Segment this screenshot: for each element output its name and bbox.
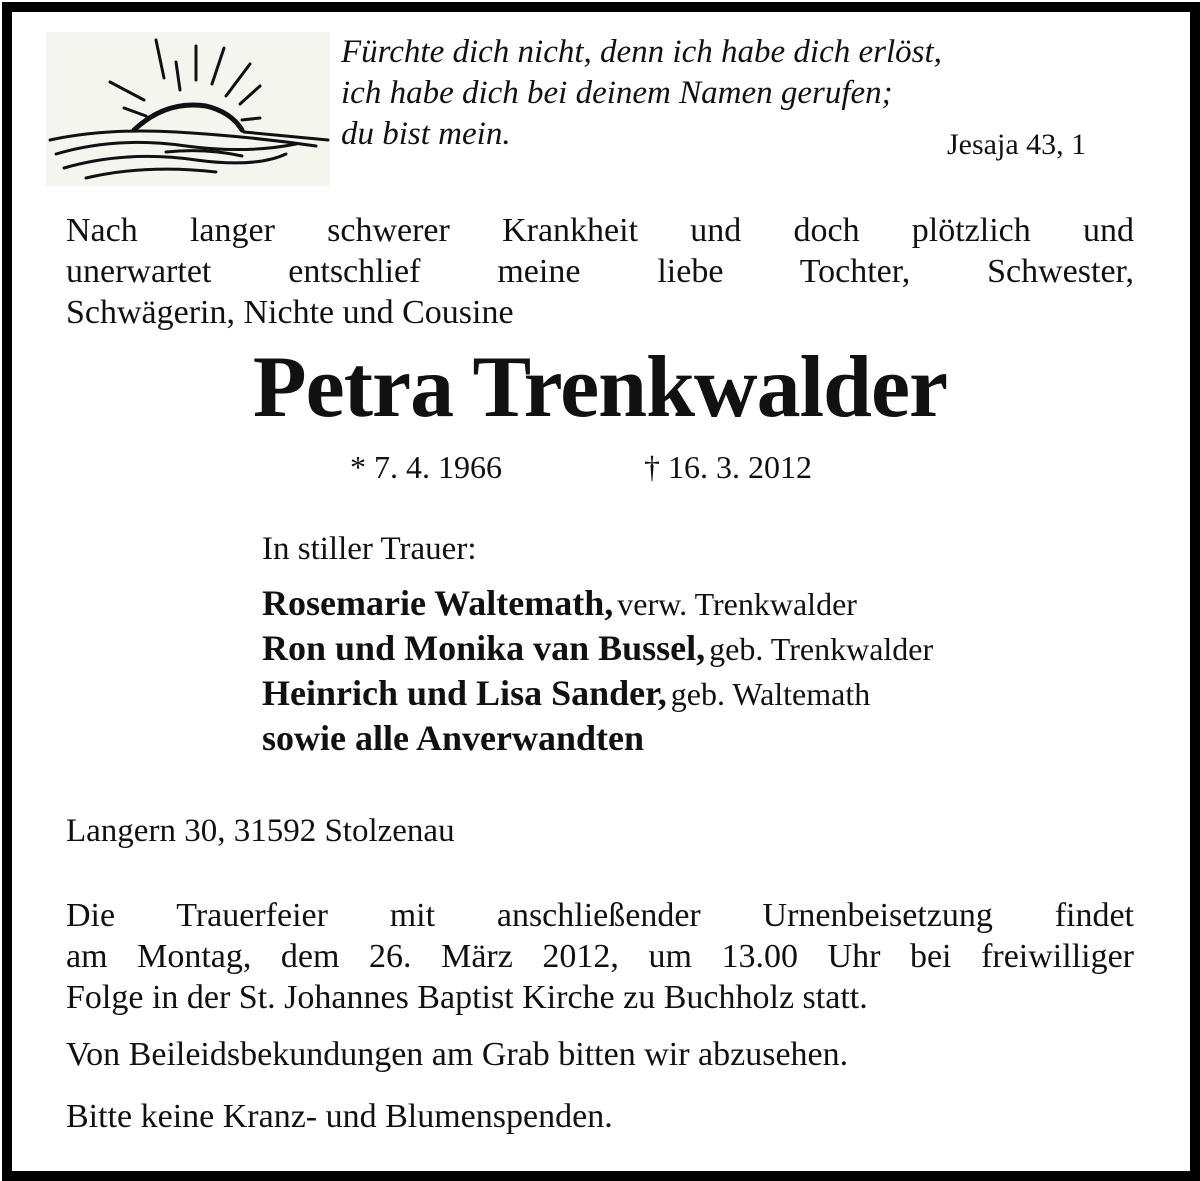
intro-text [66, 210, 1134, 333]
mourner-row [262, 626, 933, 671]
verse-line: Fürchte dich nicht, denn ich habe dich erlöst, [341, 34, 942, 70]
mourner-note: verw. Trenkwalder [617, 586, 857, 622]
verse-line: ich habe dich bei deinem Namen gerufen; [341, 75, 893, 111]
verse-reference: Jesaja 43, 1 [947, 128, 1087, 161]
mourner-name: Heinrich und Lisa Sander, [262, 673, 667, 713]
mourner-note: geb. Waltemath [670, 676, 871, 712]
service-line: am Montag, dem 26. März 2012, um 13.00 Uhr bei freiwilliger [66, 938, 1134, 975]
birth-date: * 7. 4. 1966 [350, 449, 502, 485]
service-line: Die Trauerfeier mit anschließender Urnenbeisetzung findet [66, 897, 1134, 934]
mourner-note: geb. Trenkwalder [709, 631, 934, 667]
sunset-icon [46, 32, 330, 186]
service-text [66, 895, 1134, 1018]
address: Langern 30, 31592 Stolzenau [66, 813, 455, 849]
bible-verse [341, 32, 942, 155]
mourner-name: Ron und Monika van Bussel, [262, 628, 706, 668]
intro-line: unerwartet entschlief meine liebe Tochter, Schwester, [66, 253, 1134, 290]
mourner-row [262, 581, 933, 626]
flowers-note: Bitte keine Kranz- und Blumenspenden. [66, 1098, 613, 1135]
verse-line: du bist mein. [341, 116, 511, 152]
condolences-note: Von Beileidsbekundungen am Grab bitten wir abzusehen. [66, 1036, 849, 1073]
mourner-row [262, 671, 933, 716]
mourners-heading: In stiller Trauer: [262, 531, 477, 567]
mourner-name: Rosemarie Waltemath, [262, 583, 614, 623]
mourner-name: sowie alle Anverwandten [262, 718, 644, 758]
death-date: † 16. 3. 2012 [644, 449, 812, 485]
intro-line: Nach langer schwerer Krankheit und doch plötzlich und [66, 212, 1134, 249]
intro-line: Schwägerin, Nichte und Cousine [66, 294, 514, 331]
mourners-list [262, 581, 933, 761]
deceased-name: Petra Trenkwalder [252, 339, 948, 436]
service-line: Folge in der St. Johannes Baptist Kirche zu Buchholz statt. [66, 979, 868, 1016]
mourner-row [262, 716, 933, 761]
